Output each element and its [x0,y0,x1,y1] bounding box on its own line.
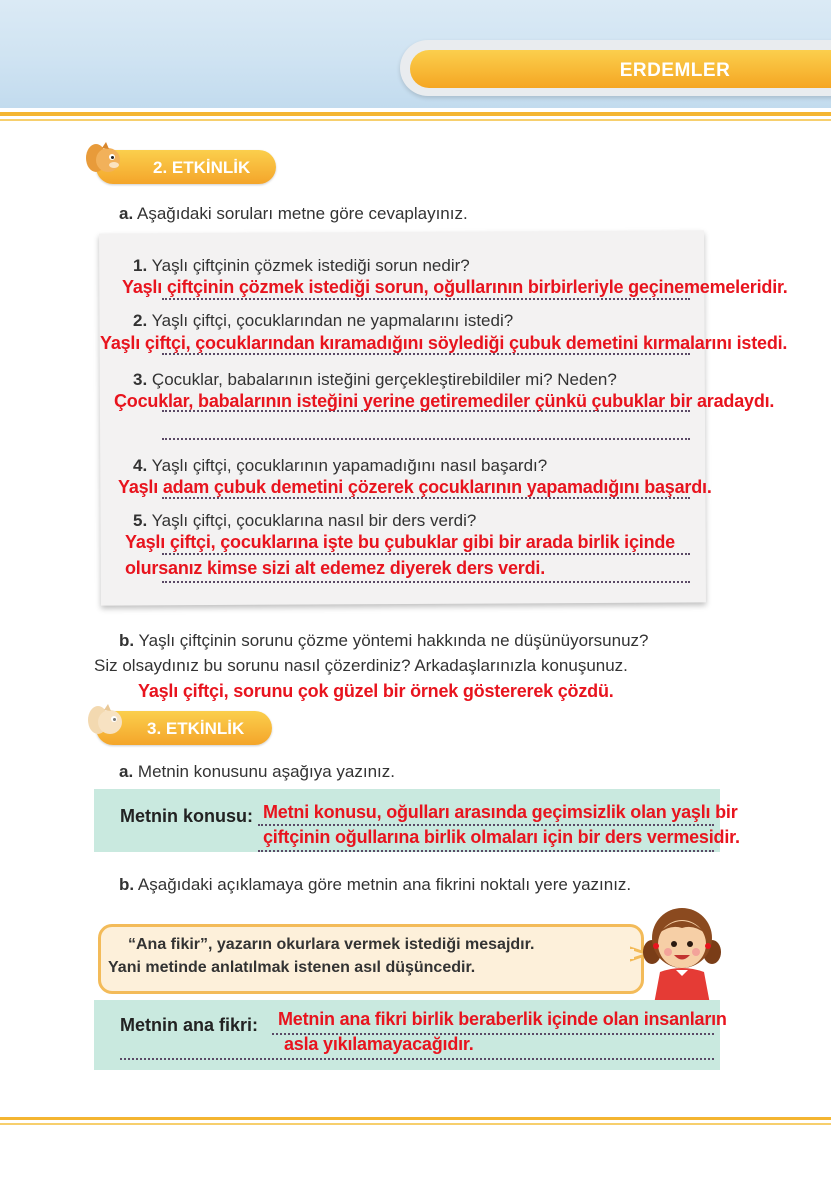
part-letter: a. [119,762,134,781]
part-letter: b. [119,875,135,894]
topic-label: Metnin konusu: [120,806,253,826]
activity2-b-line2: Siz olsaydınız bu sorunu nasıl çözerdiniz? Arkadaşlarınızla konuşunuz. [94,656,628,675]
activity2-a-instruction [119,204,468,224]
main-idea-label: Metnin ana fikri: [120,1015,259,1035]
topic-answer-line1: Metni konusu, oğulları arasında geçimsizlik olan yaşlı bir [263,802,738,822]
instruction-text: Aşağıdaki soruları metne göre cevaplayınız. [136,204,468,223]
question-number: 3. [133,370,148,389]
question-text: Yaşlı çiftçinin çözmek istediği sorun nedir? [151,256,470,275]
answer-3: Çocuklar, babalarının isteğini yerine getiremediler çünkü çubuklar bir aradaydı. [114,391,775,411]
activity2-label: 2. ETKİNLİK [153,158,251,177]
part-letter: a. [119,204,134,223]
activity3-b-instruction [119,875,631,895]
question-text: Yaşlı çiftçi, çocuklarından ne yapmalarını istedi? [151,311,514,330]
question-number: 1. [133,256,148,275]
main-idea-answer-line2: asla yıkılamayacağıdır. [284,1034,474,1054]
activity2-b-answer: Yaşlı çiftçi, sorunu çok güzel bir örnek göstererek çözdü. [138,681,614,701]
question-number: 2. [133,311,148,330]
answer-line [258,824,714,826]
answer-line [162,298,690,300]
question-text: Çocuklar, babalarının isteğini gerçekleştirebildiler mi? Neden? [151,370,617,389]
unit-title: ERDEMLER [619,60,731,81]
header-divider [0,112,831,116]
answer-1: Yaşlı çiftçinin çözmek istediği sorun, oğullarının birbirleriyle geçinememeleridir. [122,277,788,297]
question-number: 5. [133,511,148,530]
answer-line [162,553,690,555]
answer-5-line1: Yaşlı çiftçi, çocuklarına işte bu çubuklar gibi bir arada birlik içinde [125,532,675,552]
activity2-b-line1 [119,631,649,651]
footer-divider [0,1117,831,1120]
question-3 [133,370,617,390]
instruction-text: Aşağıdaki açıklamaya göre metnin ana fikrini noktalı yere yazınız. [137,875,632,894]
answer-line [258,850,714,852]
question-text: Yaşlı çiftçi, çocuklarına nasıl bir ders verdi? [151,511,477,530]
instruction-text: Metnin konusunu aşağıya yazınız. [137,762,395,781]
activity3-label: 3. ETKİNLİK [147,719,245,738]
part-letter: b. [119,631,135,650]
footer-divider-thin [0,1123,831,1125]
question-number: 4. [133,456,148,475]
girl-character-icon [636,900,728,1004]
squirrel-mascot-icon [86,702,126,742]
answer-line [162,581,690,583]
bubble-text-line2: Yani metinde anlatılmak istenen asıl düşüncedir. [108,959,476,976]
question-4 [133,456,547,476]
answer-line [120,1058,714,1060]
topic-answer-line2: çiftçinin oğullarına birlik olmaları için bir ders vermesidir. [263,827,740,847]
question-1 [133,256,470,276]
question-5 [133,511,476,531]
question-text: Yaşlı çiftçi, çocuklarının yapamadığını nasıl başardı? [151,456,548,475]
answer-2: Yaşlı çiftçi, çocuklarından kıramadığını söylediği çubuk demetini kırmalarını istedi. [100,333,788,353]
answer-5-line2: olursanız kimse sizi alt edemez diyerek ders verdi. [125,558,545,578]
answer-4: Yaşlı adam çubuk demetini çözerek çocuklarının yapamadığını başardı. [118,477,712,497]
main-idea-answer-line1: Metnin ana fikri birlik beraberlik içinde olan insanların [278,1009,727,1029]
answer-line [162,438,690,440]
squirrel-mascot-icon [84,140,124,180]
header-divider-thin [0,119,831,121]
instruction-text: Yaşlı çiftçinin sorunu çözme yöntemi hakkında ne düşünüyorsunuz? [138,631,649,650]
question-2 [133,311,513,331]
activity3-a-instruction [119,762,395,782]
bubble-text-line1: “Ana fikir”, yazarın okurlara vermek istediği mesajdır. [128,936,535,953]
